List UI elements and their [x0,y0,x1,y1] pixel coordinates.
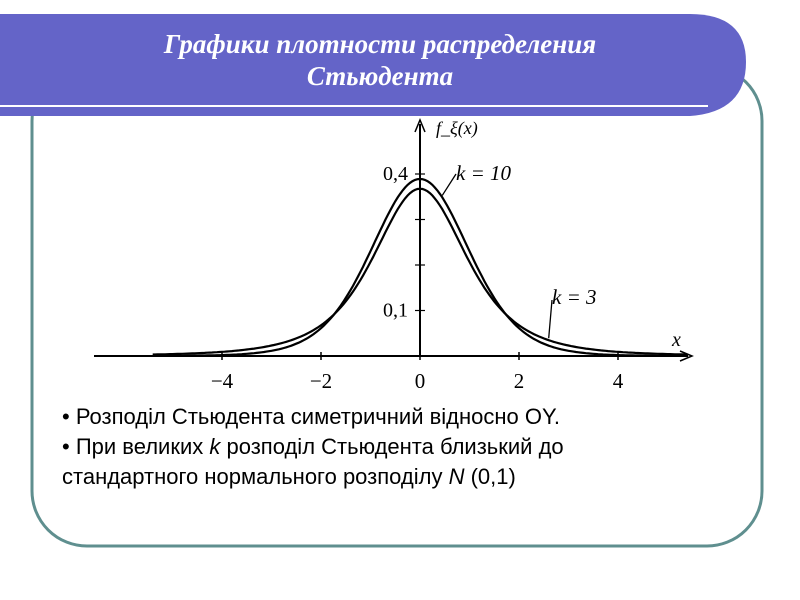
y-tick-label: 0,1 [383,299,408,322]
slide-title-line-1: Графики плотности распределения [163,29,597,59]
x-tick-label: −4 [210,369,234,393]
bullet-k: k [209,434,221,459]
y-axis-label: f_ξ(x) [436,118,478,138]
series-label-k-3: k = 3 [552,285,597,309]
bullet-text-post: розподіл Стьюдента близький до стандартного нормального розподілу [62,434,564,489]
slide-title-line-2: Стьюдента [306,61,454,91]
bullet-normal-approx [62,432,702,492]
bullet-text-end: (0,1) [464,464,516,489]
x-tick-label: −2 [309,369,333,393]
y-tick-label: 0,4 [383,163,408,185]
x-tick-label: 4 [612,369,624,393]
axes [94,120,692,361]
bullet-list [62,402,702,492]
x-tick-label: 2 [513,369,525,393]
bullet-n: N [448,464,465,489]
slide-title [60,28,700,92]
chart-container [52,118,712,400]
student-density-chart [52,118,712,400]
bullet-text-pre: • При великих [62,434,210,459]
bullet-symmetry: • Розподіл Стьюдента симетричний відносно OY. [62,404,560,429]
x-tick-label: 0 [414,369,426,393]
x-axis-label: x [672,329,681,351]
leader-k-10 [442,174,456,195]
series-label-k-10: k = 10 [456,161,511,185]
